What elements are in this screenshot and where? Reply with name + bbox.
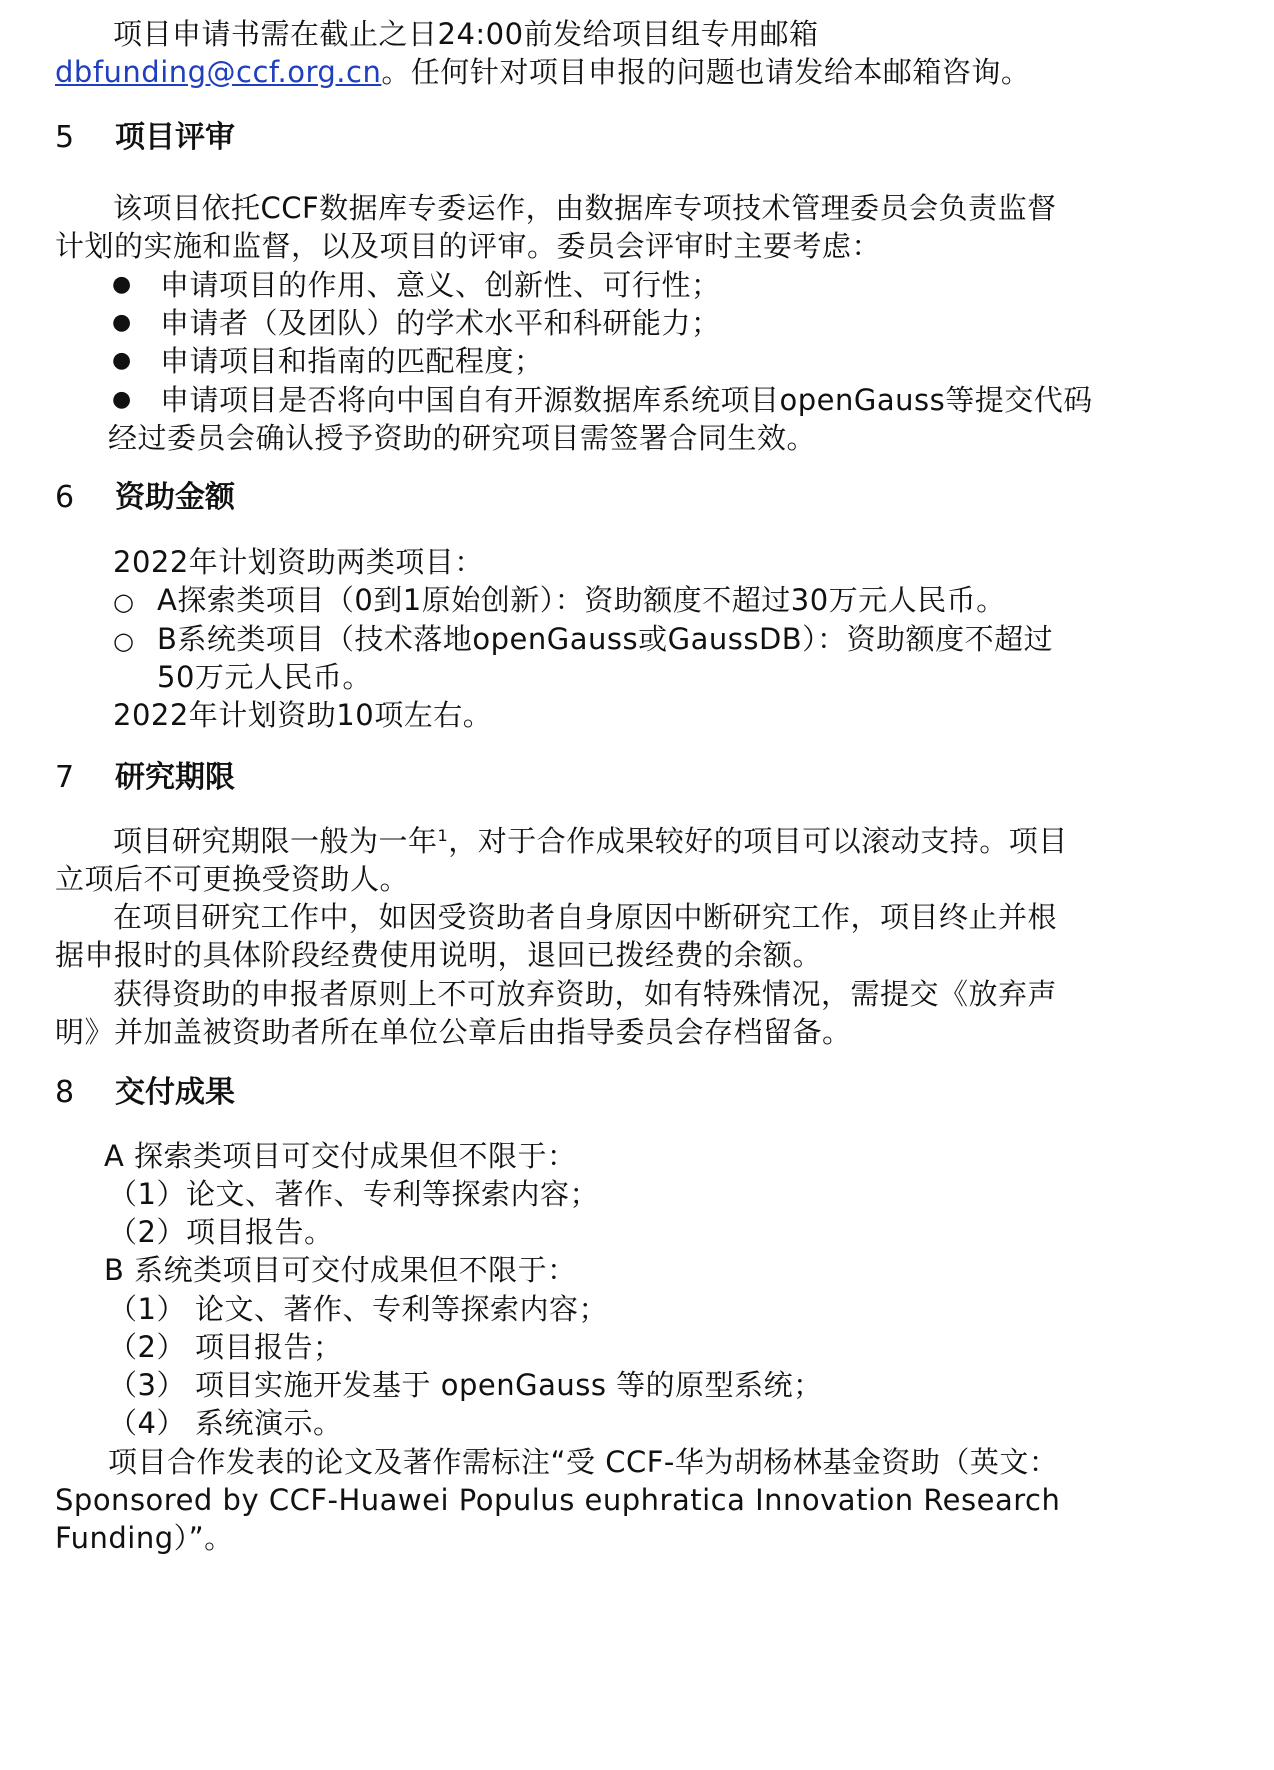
section-8-b-item-1-text: 论文、著作、专利等探索内容；: [195, 1292, 609, 1326]
section-8-b-item-2-text: 项目报告；: [195, 1330, 343, 1364]
section-8-b-item-3-text: 项目实施开发基于 openGauss 等的原型系统；: [195, 1368, 823, 1402]
section-5-heading: [55, 118, 235, 158]
section-6-heading: [55, 478, 235, 518]
circle-bullet-icon: ○: [113, 627, 134, 655]
section-8-a-heading: A 探索类项目可交付成果但不限于：: [104, 1139, 577, 1173]
circle-bullet-icon: ○: [113, 588, 134, 616]
section-7-para-2-line-1: 在项目研究工作中，如因受资助者自身原因中断研究工作，项目终止并根: [113, 900, 1058, 934]
section-6-item-b-line-1: B系统类项目（技术落地openGauss或GaussDB）：资助额度不超过: [157, 622, 1054, 656]
section-8-b-item-4-num: （4）: [108, 1406, 186, 1440]
section-8-ack-line-2: Sponsored by CCF-Huawei Populus euphratica Innovation Research: [55, 1483, 1061, 1517]
section-6-item-b-line-2: 50万元人民币。: [157, 660, 372, 694]
intro-line-1: 项目申请书需在截止之日24:00前发给项目组专用邮箱: [113, 17, 819, 51]
section-5-bullet-4: 申请项目是否将向中国自有开源数据库系统项目openGauss等提交代码: [160, 383, 1093, 417]
section-7-para-3-line-2: 明》并加盖被资助者所在单位公章后由指导委员会存档留备。: [55, 1015, 852, 1049]
section-5-para-line-2: 计划的实施和监督，以及项目的评审。委员会评审时主要考虑：: [55, 229, 882, 263]
section-8-title: 交付成果: [115, 1075, 235, 1110]
section-8-number: 8: [55, 1075, 75, 1110]
section-7-heading: [55, 758, 235, 798]
section-7-para-1-a: 项目研究期限一般为一年: [113, 824, 438, 858]
bullet-icon: ●: [112, 310, 132, 335]
section-7-para-1-line-1: [113, 821, 1068, 861]
section-8-heading: [55, 1073, 235, 1113]
bullet-icon: ●: [112, 272, 132, 297]
email-link[interactable]: dbfunding@ccf.org.cn: [55, 55, 382, 89]
section-7-para-2-line-2: 据申报时的具体阶段经费使用说明，退回已拨经费的余额。: [55, 938, 823, 972]
section-7-para-3-line-1: 获得资助的申报者原则上不可放弃资助，如有特殊情况，需提交《放弃声: [113, 977, 1058, 1011]
section-5-bullet-3: 申请项目和指南的匹配程度；: [160, 344, 544, 378]
footnote-marker[interactable]: 1: [437, 826, 449, 845]
section-6-item-a: A探索类项目（0到1原始创新）：资助额度不超过30万元人民币。: [157, 583, 1006, 617]
section-8-b-item-1-num: （1）: [108, 1292, 186, 1326]
section-7-title: 研究期限: [115, 760, 235, 795]
section-7-number: 7: [55, 760, 75, 795]
bullet-icon: ●: [112, 387, 132, 412]
section-5-para-line-1: 该项目依托CCF数据库专委运作，由数据库专项技术管理委员会负责监督: [113, 191, 1057, 225]
section-8-a-item-1: （1）论文、著作、专利等探索内容；: [108, 1177, 599, 1211]
section-6-intro: 2022年计划资助两类项目：: [113, 545, 484, 579]
section-6-closing: 2022年计划资助10项左右。: [113, 698, 493, 732]
bullet-icon: ●: [112, 348, 132, 373]
section-6-number: 6: [55, 480, 75, 515]
section-5-closing: 经过委员会确认授予资助的研究项目需签署合同生效。: [108, 421, 817, 455]
intro-line-2: [55, 52, 1030, 92]
section-8-b-item-4-text: 系统演示。: [195, 1406, 343, 1440]
section-5-bullet-1: 申请项目的作用、意义、创新性、可行性；: [160, 268, 721, 302]
section-8-ack-line-3: Funding）”。: [55, 1521, 234, 1555]
section-6-title: 资助金额: [115, 480, 235, 515]
section-8-b-item-2-num: （2）: [108, 1330, 186, 1364]
section-8-ack-line-1: 项目合作发表的论文及著作需标注“受 CCF-华为胡杨林基金资助（英文：: [108, 1445, 1059, 1479]
section-8-a-item-2: （2）项目报告。: [108, 1215, 334, 1249]
section-5-title: 项目评审: [115, 120, 235, 155]
section-8-b-item-3-num: （3）: [108, 1368, 186, 1402]
section-8-b-heading: B 系统类项目可交付成果但不限于：: [104, 1253, 577, 1287]
section-5-bullet-2: 申请者（及团队）的学术水平和科研能力；: [160, 306, 721, 340]
intro-line-2-rest: 。任何针对项目申报的问题也请发给本邮箱咨询。: [381, 55, 1031, 89]
section-7-para-1-line-2: 立项后不可更换受资助人。: [55, 862, 410, 896]
section-5-number: 5: [55, 120, 75, 155]
section-7-para-1-b: ，对于合作成果较好的项目可以滚动支持。项目: [448, 824, 1068, 858]
